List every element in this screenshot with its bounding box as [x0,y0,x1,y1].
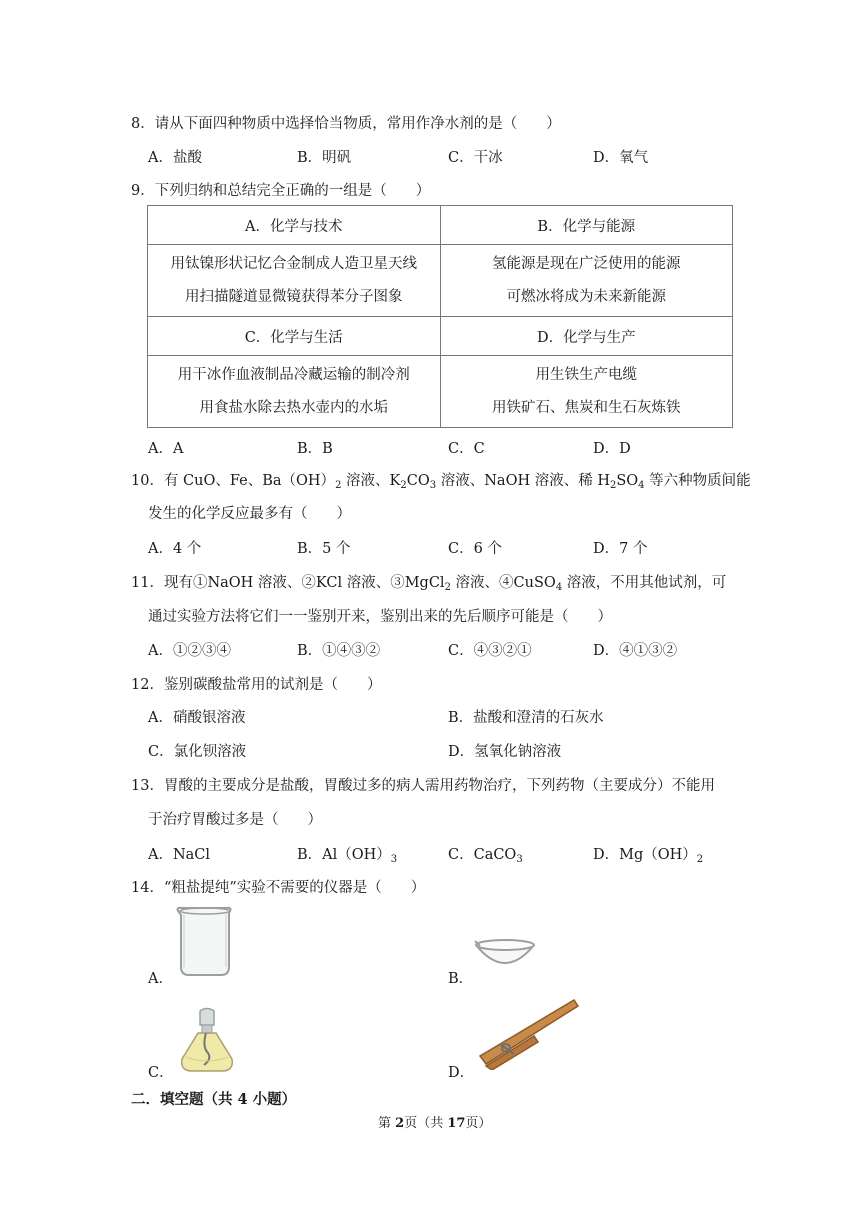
q12-stem: 12．鉴别碳酸盐常用的试剂是（ ） [131,677,382,693]
q13-option-c: C．CaCO$_3$ [448,847,523,865]
section-header: 二．填空题（共 4 小题） [131,1091,297,1108]
q9-table-c-line1: 用干冰作血液制品冷藏运输的制冷剂 [177,366,410,383]
q8-option-d: D．氧气 [593,150,649,166]
q9-table-d-title: D．化学与生产 [440,317,733,356]
q8-option-a: A．盐酸 [148,150,202,166]
q10-option-c: C．6 个 [448,541,502,557]
alcohol-lamp-icon [176,1007,238,1075]
q9-table-b-line1: 氢能源是现在广泛使用的能源 [492,255,681,272]
q9-table-a-line1: 用钛镍形状记忆合金制成人造卫星天线 [170,255,417,272]
q13-line1: 13．胃酸的主要成分是盐酸，胃酸过多的病人需用药物治疗，下列药物（主要成分）不能用 [131,778,715,794]
q8-option-c: C．干冰 [448,150,503,166]
q14-option-d-label: D． [448,1065,475,1081]
q9-option-a: A．A [148,441,184,457]
q9-table-d-line1: 用生铁生产电缆 [535,366,637,383]
q10-option-a: A．4 个 [148,541,202,557]
q13-option-a: A．NaCl [148,847,211,863]
q9-table-b-title: B．化学与能源 [440,206,733,245]
q9-table-b-body [440,245,733,317]
q10-option-d: D．7 个 [593,541,648,557]
q13-option-d: D．$Mg(OH)_2$ [593,847,704,865]
q9-table-c-title: C．化学与生活 [148,317,441,356]
q9-table-b-line2: 可燃冰将成为未来新能源 [506,288,666,305]
beaker-icon [174,905,236,977]
q11-option-a: A．①②③④ [148,643,231,659]
q9-option-c: C．C [448,441,485,457]
q9-table-a-line2: 用扫描隧道显微镜获得苯分子图象 [185,288,403,305]
page-footer: 第 2页（共 17页） [378,1116,492,1131]
q11-option-b: B．①④③② [297,643,381,659]
test-tube-holder-icon [474,994,582,1070]
q9-table-a-body [148,245,441,317]
q9-table-c-line2: 用食盐水除去热水壶内的水垢 [199,399,388,416]
q9-table [147,205,733,428]
q9-stem: 9．下列归纳和总结完全正确的一组是（ ） [131,183,431,199]
q9-table-a-title: A．化学与技术 [148,206,441,245]
q13-line2: 于治疗胃酸过多是（ ） [148,812,322,828]
q11-option-c: C．④③②① [448,643,532,659]
q9-table-d-body [440,356,733,428]
q12-option-d: D．氢氧化钠溶液 [448,744,562,760]
q8-option-b: B．明矾 [297,150,352,166]
q9-option-b: B．B [297,441,333,457]
q10-line2: 发生的化学反应最多有（ ） [148,506,351,522]
q11-line1: 11．现有①NaOH 溶液、②KCl 溶液、③MgCl$_2$ 溶液、④CuSO$_4$ 溶液，不用其他试剂，可 [131,575,727,593]
q10-line1: 10．有 CuO、Fe、$Ba(OH)_2$ 溶液、$K_2CO_3$ 溶液、NaOH 溶液、稀 $H_2SO_4$ 等六种物质间能 [131,473,751,491]
q8-stem: 8．请从下面四种物质中选择恰当物质，常用作净水剂的是（ ） [131,116,561,132]
evaporating-dish-icon [472,937,538,973]
q9-table-d-line2: 用铁矿石、焦炭和生石灰炼铁 [492,399,681,416]
q14-option-a-label: A． [148,971,173,987]
q9-option-d: D．D [593,441,631,457]
q13-option-b: B．$Al(OH)_3$ [297,847,398,865]
q10-option-b: B．5 个 [297,541,351,557]
q11-option-d: D．④①③② [593,643,678,659]
q9-table-c-body [148,356,441,428]
q12-option-a: A．硝酸银溶液 [148,710,246,726]
q14-stem: 14．“粗盐提纯”实验不需要的仪器是（ ） [131,880,426,896]
q14-option-b-label: B． [448,971,474,987]
q11-line2: 通过实验方法将它们一一鉴别开来，鉴别出来的先后顺序可能是（ ） [148,609,612,625]
q14-option-c-label: C． [148,1065,174,1081]
q12-option-b: B．盐酸和澄清的石灰水 [448,710,604,726]
q12-option-c: C．氯化钡溶液 [148,744,247,760]
